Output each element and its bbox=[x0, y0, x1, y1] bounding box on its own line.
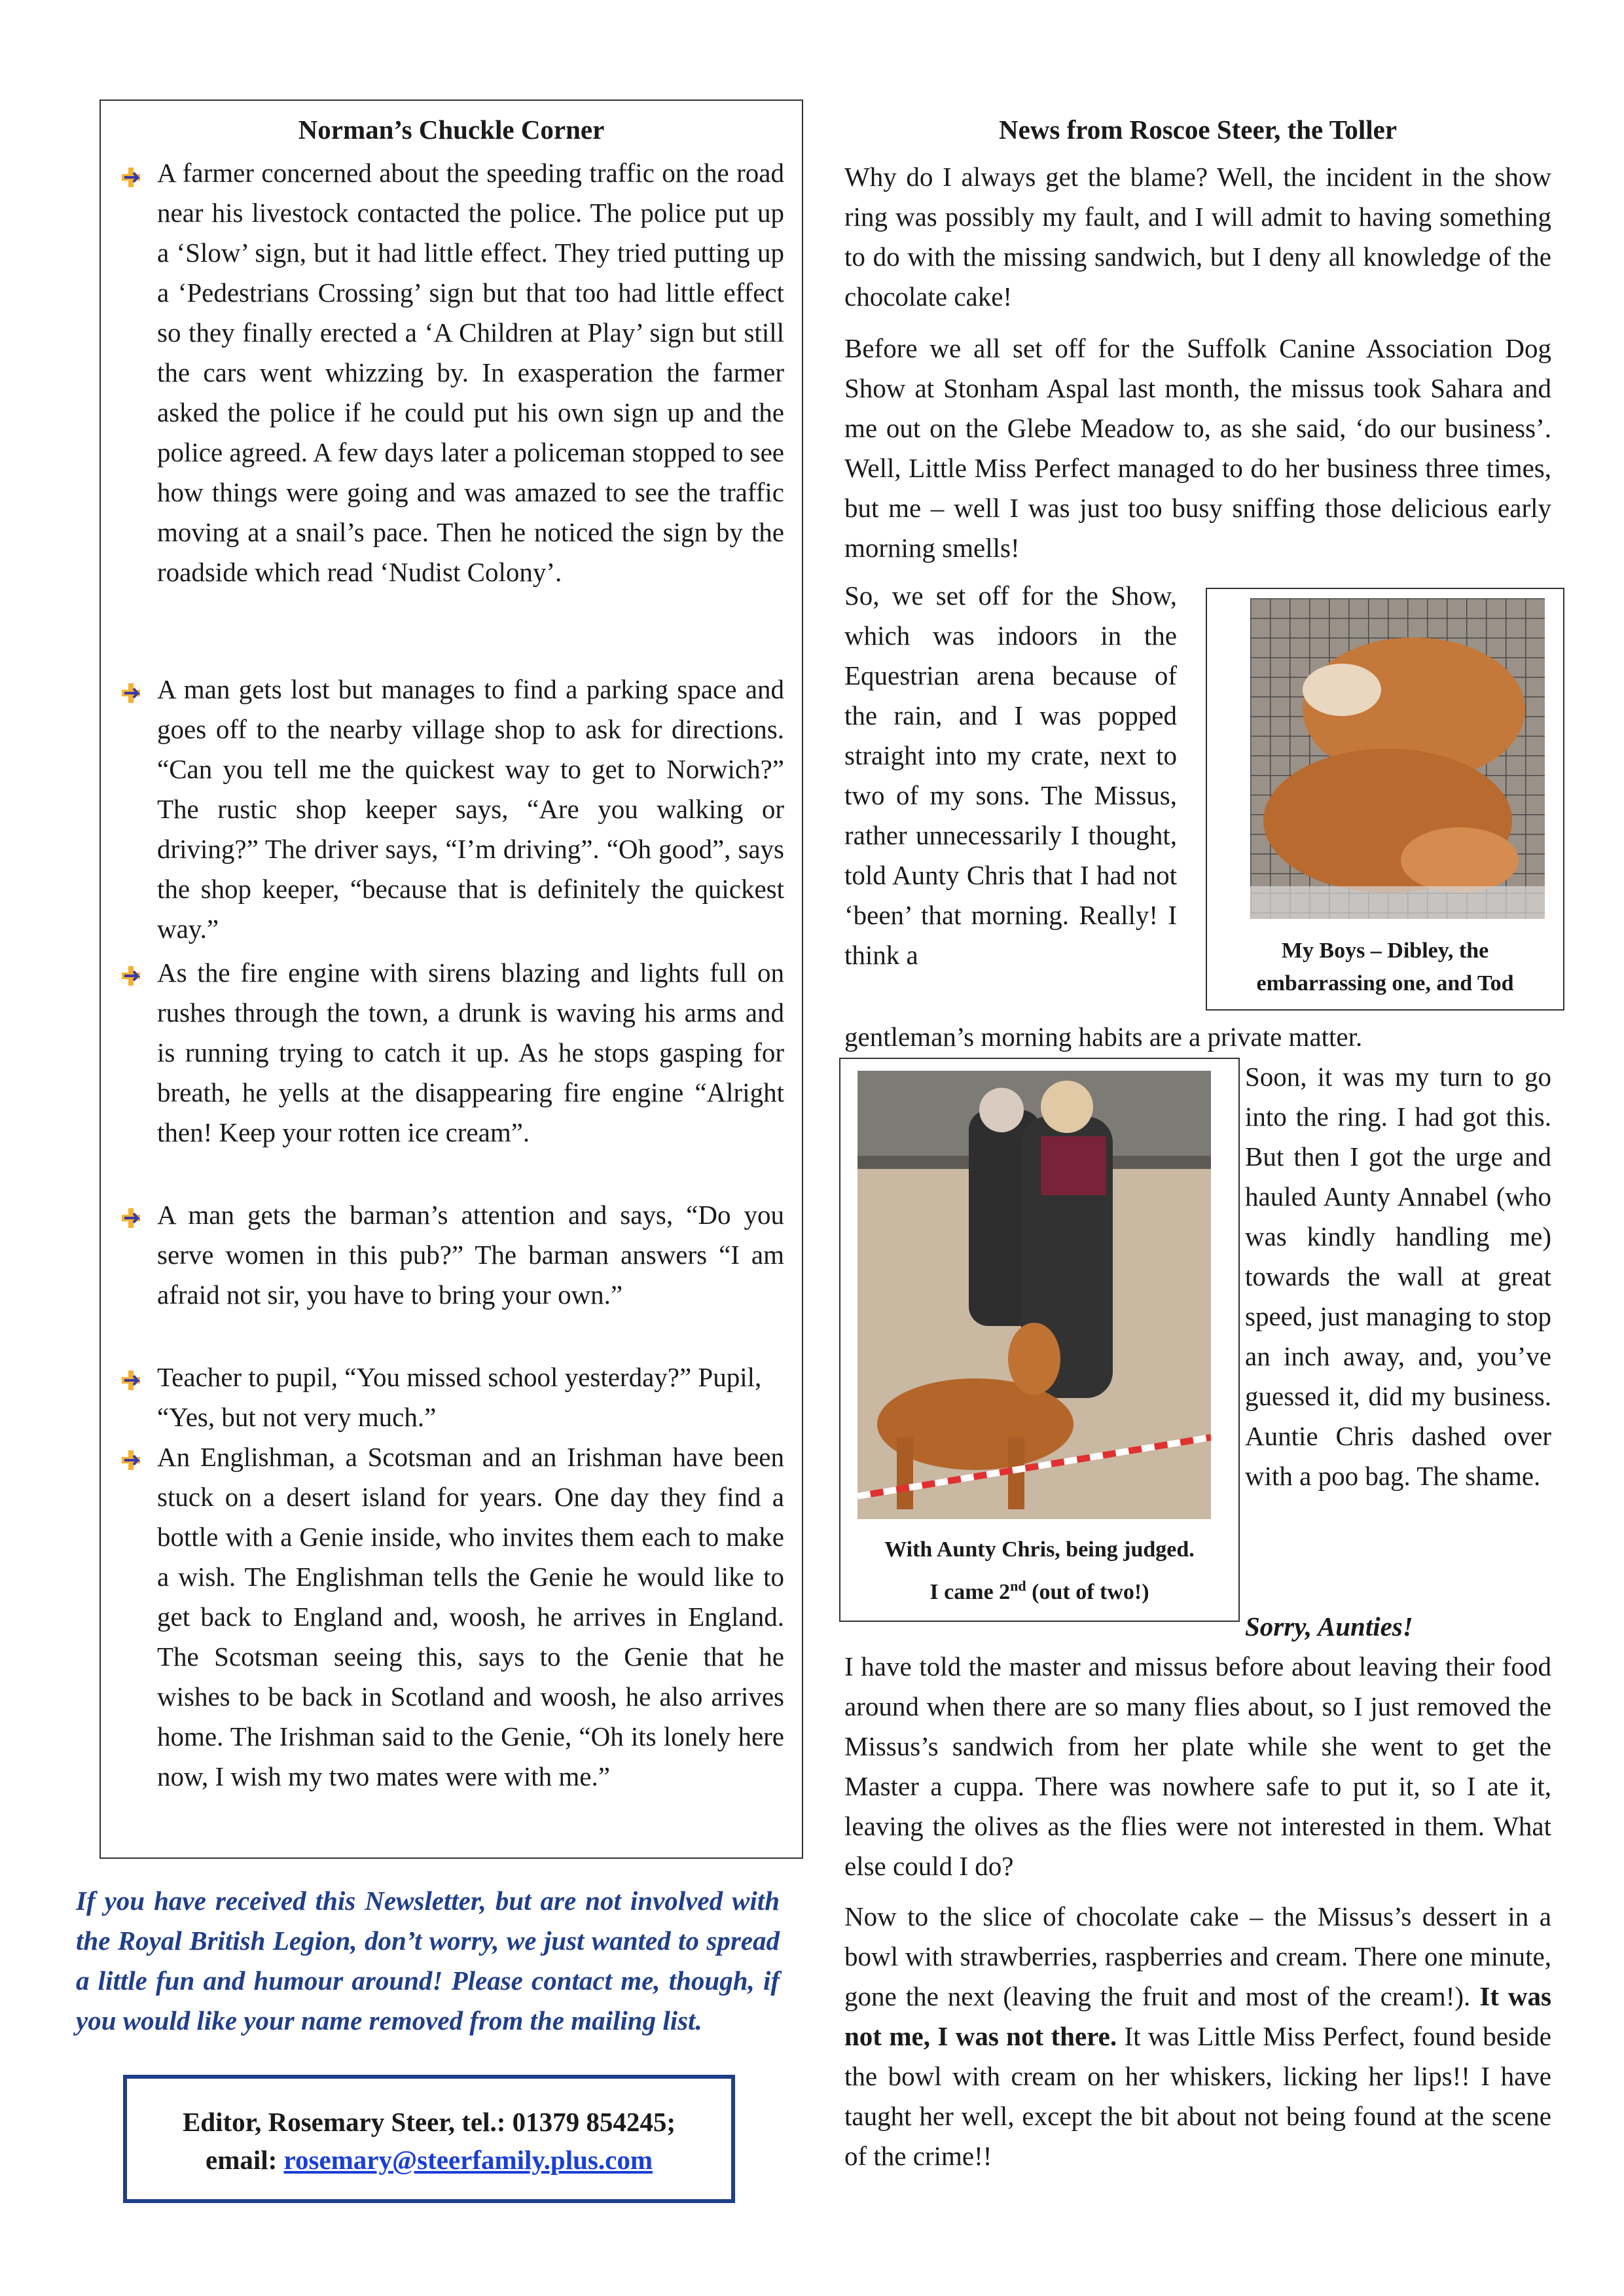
news-title: News from Roscoe Steer, the Toller bbox=[998, 115, 1398, 145]
joke-text: A man gets lost but manages to find a parking space and goes off to the nearby village shop to ask for directions. “Can you tell me the quickest way to get to Norwich?” The rustic shop keeper says, “Are you walking or driving?” The driver says, “I’m driving”. “Oh good”, says the shop keeper, “because that is definitely the quickest way.” bbox=[157, 674, 784, 944]
bullet-arrow-icon bbox=[118, 165, 144, 191]
bullet-arrow-icon bbox=[118, 1368, 144, 1394]
bullet-arrow-icon bbox=[118, 963, 144, 990]
joke-text: An Englishman, a Scotsman and an Irishman have been stuck on a desert island for years. One day they find a bottle with a Genie inside, who invites them each to make a wish. The Englishman tells the Genie he would like to get back to England and, woosh, he arrives in England. The Scotsman seeing this, says to the Genie that he wishes to be back in Scotland and woosh, he also arrives home. The Irishman said to the Genie, “Oh its lonely here now, I wish my two mates were with me.” bbox=[157, 1442, 784, 1791]
caption-out-of: (out of two!) bbox=[1026, 1580, 1149, 1604]
news-paragraph-1: Why do I always get the blame? Well, the incident in the show ring was possibly my fault, and I will admit to having something to do with the missing sandwich, but I deny all knowledge of the chocolate cake! bbox=[844, 162, 1551, 312]
sorry-aunties: Sorry, Aunties! bbox=[1245, 1611, 1413, 1641]
photo1-caption-line2: embarrassing one, and Tod bbox=[1256, 971, 1514, 996]
news-paragraph-3-end: gentleman’s morning habits are a private matter. bbox=[844, 1022, 1363, 1052]
news-paragraph-4: Soon, it was my turn to go into the ring. I had got this. But then I got the urge and hauled Aunty Annabel (who was kindly handling me) towards the wall at great speed, just managing to stop an inch away, and, you’ve guessed it, did my business. Auntie Chris dashed over with a poo bag. The shame. bbox=[1245, 1062, 1551, 1491]
editor-email-line bbox=[123, 2140, 735, 2179]
news-paragraph-2: Before we all set off for the Suffolk Canine Association Dog Show at Stonham Aspal last month, the missus took Sahara and me out on the Glebe Meadow to, as she said, ‘do our business’. Well, Little Miss Perfect managed to do her business three times, but me – well I was just too busy sniffing those delicious early morning smells! bbox=[844, 333, 1551, 563]
bullet-arrow-icon bbox=[118, 1206, 144, 1232]
joke-text: As the fire engine with sirens blazing and lights full on rushes through the town, a drunk is waving his arms and is running trying to catch it up. As he stops gasping for breath, he yells at the disappearing fire engine “Alright then! Keep your rotten ice cream”. bbox=[157, 958, 784, 1147]
news-paragraph-3: So, we set off for the Show, which was indoors in the Equestrian arena because of the rain, and I was popped straight into my crate, next to two of my sons. The Missus, rather unnecessarily I thought, told Aunty Chris that I had not ‘been’ that morning. Really! I think a bbox=[844, 581, 1177, 970]
photo-dogs-in-crate bbox=[1250, 598, 1545, 919]
bullet-arrow-icon bbox=[118, 681, 144, 707]
news-paragraph-5: I have told the master and missus before about leaving their food around when there are so many flies about, so I just removed the Missus’s sandwich from her plate while she went to get the Master a cuppa. There was nowhere safe to put it, so I ate it, leaving the olives as the flies were not interested in them. What else could I do? bbox=[844, 1651, 1551, 1881]
joke-text: A farmer concerned about the speeding traffic on the road near his livestock contacted the police. The police put up a ‘Slow’ sign, but it had little effect. They tried putting up a ‘Pedestrians Crossing’ sign but that too had little effect so they finally erected a ‘A Children at Play’ sign but still the cars went whizzing by. In exasperation the farmer asked the police if he could put his own sign up and the police agreed. A few days later a policeman stopped to see how things were going and was amazed to see the traffic moving at a snail’s pace. Then he noticed the sign by the roadside which read ‘Nudist Colony’. bbox=[157, 158, 784, 587]
editor-email-link[interactable]: rosemary@steerfamily.plus.com bbox=[283, 2145, 653, 2175]
editor-name-phone: Editor, Rosemary Steer, tel.: 01379 854245; bbox=[182, 2107, 676, 2137]
news-paragraph-6 bbox=[844, 1897, 1551, 2176]
joke-text: Teacher to pupil, “You missed school yesterday?” Pupil, “Yes, but not very much.” bbox=[157, 1362, 762, 1432]
p6-end: It was Little Miss Perfect, found beside the bowl with cream on her whiskers, licking her lips!! I have taught her well, except the bit about not being found at the scene of the crime!! bbox=[844, 2021, 1551, 2171]
photo2-caption-line1: With Aunty Chris, being judged. bbox=[884, 1537, 1195, 1562]
p6-start: Now to the slice of chocolate cake – the Missus’s dessert in a bowl with strawberries, raspberries and cream. There one minute, gone the next (leaving the fruit and most of the cream!). bbox=[844, 1901, 1551, 2011]
p6-bold: It was not me, I was not there. bbox=[844, 1981, 1551, 2051]
bullet-arrow-icon bbox=[118, 1448, 144, 1474]
email-label: email: bbox=[206, 2145, 284, 2175]
photo1-caption-line1: My Boys – Dibley, the bbox=[1281, 939, 1489, 963]
chuckle-corner-title: Norman’s Chuckle Corner bbox=[298, 115, 605, 145]
caption-place: I came 2 bbox=[929, 1580, 1011, 1604]
photo2-caption-line2 bbox=[839, 1571, 1240, 1614]
joke-text: A man gets the barman’s attention and says, “Do you serve women in this pub?” The barman answers “I am afraid not sir, you have to bring your own.” bbox=[157, 1200, 784, 1310]
caption-superscript: nd bbox=[1010, 1577, 1026, 1594]
photo-dog-being-judged bbox=[857, 1071, 1211, 1519]
newsletter-notice: If you have received this Newsletter, but are not involved with the Royal British Legion, don’t worry, we just wanted to spread a little fun and humour around! Please contact me, though, if you would like your name removed from the mailing list. bbox=[76, 1886, 780, 2036]
